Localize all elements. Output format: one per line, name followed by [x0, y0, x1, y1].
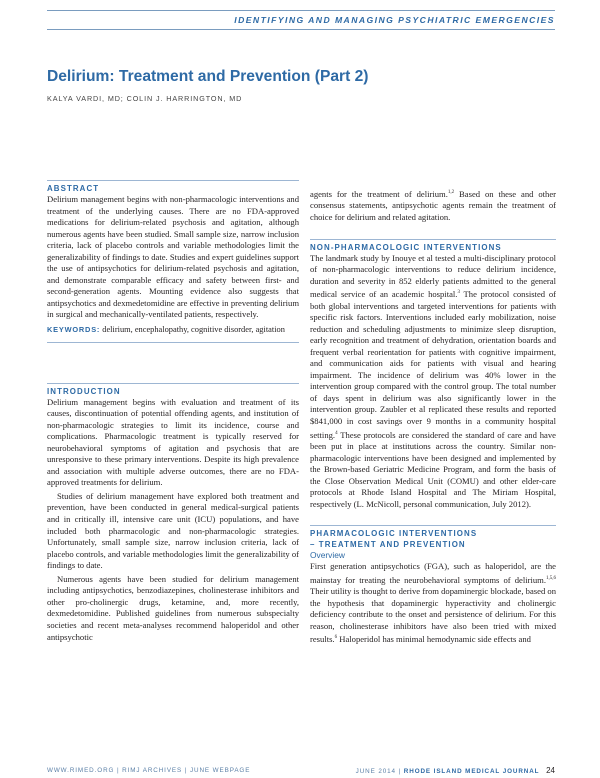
footer-links[interactable]: WWW.RIMED.ORG | RIMJ ARCHIVES | JUNE WEBPAGE	[47, 767, 251, 774]
article-title: Delirium: Treatment and Prevention (Part 2)	[47, 68, 369, 85]
intro-paragraph-1: Delirium management begins with evaluation and treatment of its causes, discontinuation of potential offending agents, and institution of non-pharmacologic strategies to limit its incidence, course and complications. Pharmacologic treatment is typically reserved for neurobehavioral symptoms of agitation and psychosis that are unresponsive to these primary interventions. Despite its high prevalence and association with multiple adverse outcomes, there are no FDA-approved treatments for delirium.	[47, 396, 299, 488]
header-rule-top	[47, 10, 555, 11]
intro-paragraph-2: Studies of delirium management have explored both treatment and prevention, have been conducted in general medical-surgical patients and in critically ill, intensive care unit (ICU) populations, and have included both pharmacologic and non-pharmacologic strategies. Unfortunately, small sample size, narrow inclusion criteria, lack of placebo controls, and variable methodologies limit the generalizability of findings to date.	[47, 490, 299, 571]
footer-journal-info: JUNE 2014 | RHODE ISLAND MEDICAL JOURNAL 24	[355, 766, 555, 775]
pharm-paragraph: First generation antipsychotics (FGA), such as haloperidol, are the mainstay for treating the neurobehavioral symptoms of delirium.$^{1,5,6}$ Their utility is thought to derive from dopaminergic blockade, based on the hypothesis that dopaminergic hyperactivity and cholinergic deficiency contribute to the onset and persistence of delirium. For this reason, cholinesterase inhibitors have also been tried with mixed results.$^6$ Haloperidol has minimal hemodynamic side effects and	[310, 561, 556, 645]
overview-subheading: Overview	[310, 550, 345, 561]
abstract-rule	[47, 180, 299, 181]
pharm-heading-line1: PHARMACOLOGIC INTERVENTIONS	[310, 529, 478, 539]
non-pharm-paragraph: The landmark study by Inouye et al tested a multi-disciplinary protocol of non-pharmacologic interventions to reduce delirium incidence, duration and severity in 852 elderly patients admitted to the general medical service of an academic hospital.$^3$ The protocol consisted of both global interventions and targeted interventions for patients with specific risk factors. Interventions included early mobilization, noise reduction and scheduling adjustments to minimize sleep disruption, early recognition and treatment of dehydration, orientation boards and frequent verbal reorientation for patients with cognitive impairment, and communication aids for patients with visual and hearing impairment. The incidence of delirium was 40% lower in the intervention group compared with the control group. The total number of days spent in delirium was also significantly lower in the intervention group. Zaubler et al replicated these results and reported $841,000 in cost savings over 9 months in a community hospital setting.$^4$ These protocols are considered the standard of care and have been put in place at institutions across the country. Similar non-pharmacologic interventions have been designed and implemented by the Brown-based Geriatric Medicine Program, and form the basis of the Close Observation Medical Unit (COMU) and other elder-care protocols at Rhode Island Hospital and The Miriam Hospital, respectively (L. McNicoll, personal communication, July 2012).	[310, 252, 556, 509]
footer-journal: RHODE ISLAND MEDICAL JOURNAL	[403, 768, 540, 775]
pharm-heading-line2: – TREATMENT AND PREVENTION	[310, 540, 466, 550]
keywords	[47, 324, 299, 336]
footer-date: JUNE 2014	[355, 768, 396, 775]
keywords-text: delirium, encephalopathy, cognitive disorder, agitation	[102, 325, 285, 335]
section-header: IDENTIFYING AND MANAGING PSYCHIATRIC EMERGENCIES	[234, 15, 555, 25]
non-pharm-heading: NON-PHARMACOLOGIC INTERVENTIONS	[310, 242, 502, 252]
abstract-text: Delirium management begins with non-pharmacologic interventions and treatment of the underlying causes. There are no FDA-approved medications for delirium-related psychosis and agitation, although numerous agents have been studied. Small sample size, narrow inclusion criteria, lack of placebo controls and variable methodologies limit the generalizability of findings to date. Studies and expert guidelines support the use of antipsychotics for delirium-related psychosis and agitation, and demonstrate comparable efficacy and safety between first- and second-generation agents. Mounting evidence also suggests that antipsychotics and dexmedetomidine are effective in preventing delirium in surgical and mechanically-ventilated patients, respectively.	[47, 194, 299, 320]
introduction-heading: INTRODUCTION	[47, 386, 121, 396]
intro-paragraph-3-continued: agents for the treatment of delirium.$^{1,2}$ Based on these and other consensus statements, antipsychotic agents remain the treatment of choice for delirium and related agitation.	[310, 188, 556, 222]
introduction-rule	[47, 383, 299, 384]
header-rule-bottom	[47, 29, 555, 30]
article-authors: KALYA VARDI, MD; COLIN J. HARRINGTON, MD	[47, 94, 243, 103]
page-number: 24	[546, 766, 555, 775]
right-column	[310, 187, 556, 646]
intro-paragraph-3: Numerous agents have been studied for delirium management including antipsychotics, benzodiazepines, cholinesterase inhibitors and other pro-cholinergic drugs, ketamine, and, more recently, dexmedetomidine. Published guidelines from numerous subspecialty societies and recent meta-analyses recommend haloperidol and other antipsychotic	[47, 573, 299, 642]
keywords-label: KEYWORDS:	[47, 325, 101, 335]
page-footer	[47, 767, 555, 778]
left-column	[47, 180, 299, 643]
abstract-heading: ABSTRACT	[47, 184, 100, 193]
pharm-rule	[310, 525, 556, 526]
non-pharm-rule	[310, 239, 556, 240]
